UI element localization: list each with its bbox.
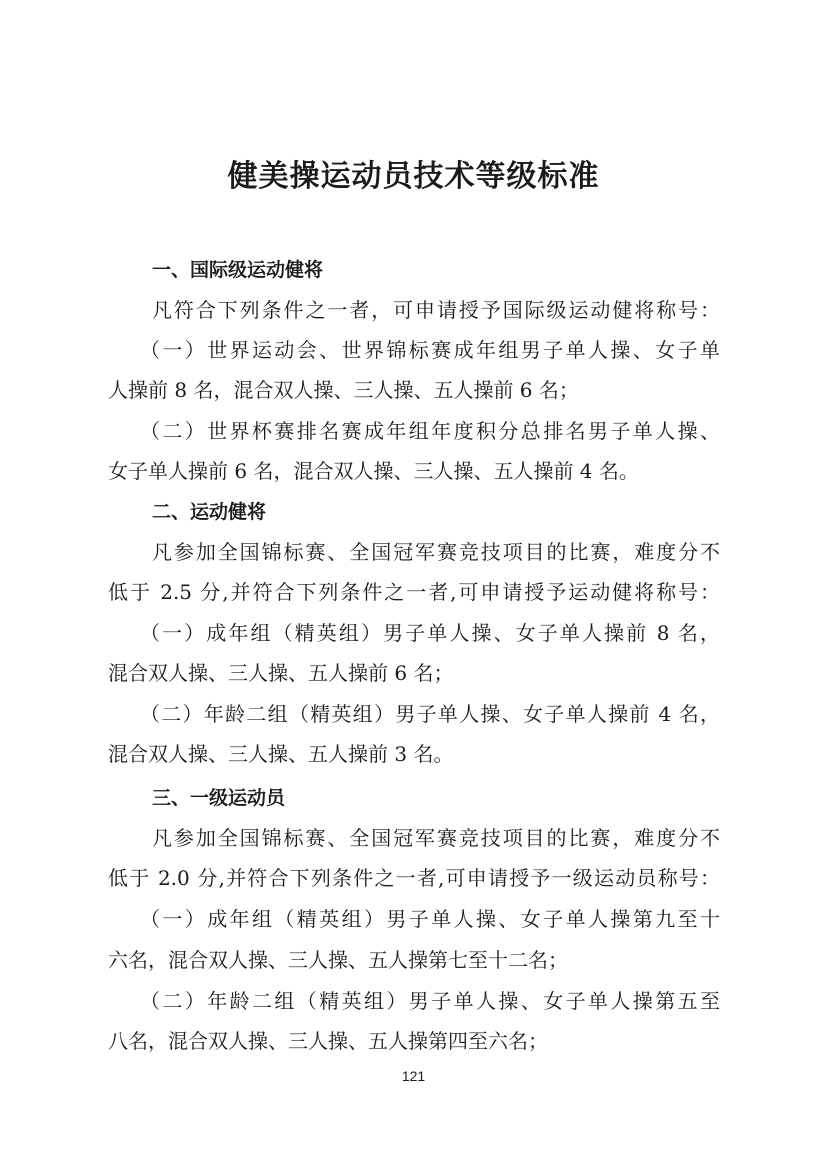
section-3-item-2-line-1: （二）年龄二组（精英组）男子单人操、女子单人操第五至 — [140, 989, 720, 1013]
section-1-intro: 凡符合下列条件之一者，可申请授予国际级运动健将称号： — [152, 298, 720, 322]
section-1-item-2-line-2: 女子单人操前 6 名，混合双人操、三人操、五人操前 4 名。 — [108, 459, 639, 483]
section-2-item-1-line-2: 混合双人操、三人操、五人操前 6 名； — [108, 661, 454, 685]
section-3-item-1-line-1: （一）成年组（精英组）男子单人操、女子单人操第九至十 — [140, 907, 720, 931]
section-1-item-1-line-2: 人操前 8 名，混合双人操、三人操、五人操前 6 名； — [108, 378, 579, 402]
section-2-item-1-line-1: （一）成年组（精英组）男子单人操、女子单人操前 8 名， — [140, 621, 720, 645]
section-1-item-1-line-1: （一）世界运动会、世界锦标赛成年组男子单人操、女子单 — [140, 338, 720, 362]
section-2-intro-line-1: 凡参加全国锦标赛、全国冠军赛竞技项目的比赛，难度分不 — [152, 540, 720, 564]
section-1-item-2-line-1: （二）世界杯赛排名赛成年组年度积分总排名男子单人操、 — [140, 419, 720, 443]
section-2-item-2-line-1: （二）年龄二组（精英组）男子单人操、女子单人操前 4 名， — [140, 702, 720, 726]
section-2-intro-line-2: 低于 2.5 分,并符合下列条件之一者,可申请授予运动健将称号： — [108, 580, 720, 604]
section-3-intro-line-2: 低于 2.0 分,并符合下列条件之一者,可申请授予一级运动员称号： — [108, 866, 720, 890]
page-title: 健美操运动员技术等级标准 — [227, 159, 600, 194]
section-3-item-1-line-2: 六名，混合双人操、三人操、五人操第七至十二名； — [108, 948, 568, 972]
section-2-item-2-line-2: 混合双人操、三人操、五人操前 3 名。 — [108, 742, 454, 766]
section-3-item-2-line-2: 八名，混合双人操、三人操、五人操第四至六名； — [108, 1029, 548, 1053]
section-heading-1: 一、国际级运动健将 — [152, 259, 324, 281]
page-number: 121 — [401, 1068, 426, 1084]
section-heading-2: 二、运动健将 — [152, 501, 267, 523]
section-heading-3: 三、一级运动员 — [152, 787, 286, 809]
section-3-intro-line-1: 凡参加全国锦标赛、全国冠军赛竞技项目的比赛，难度分不 — [152, 826, 720, 850]
